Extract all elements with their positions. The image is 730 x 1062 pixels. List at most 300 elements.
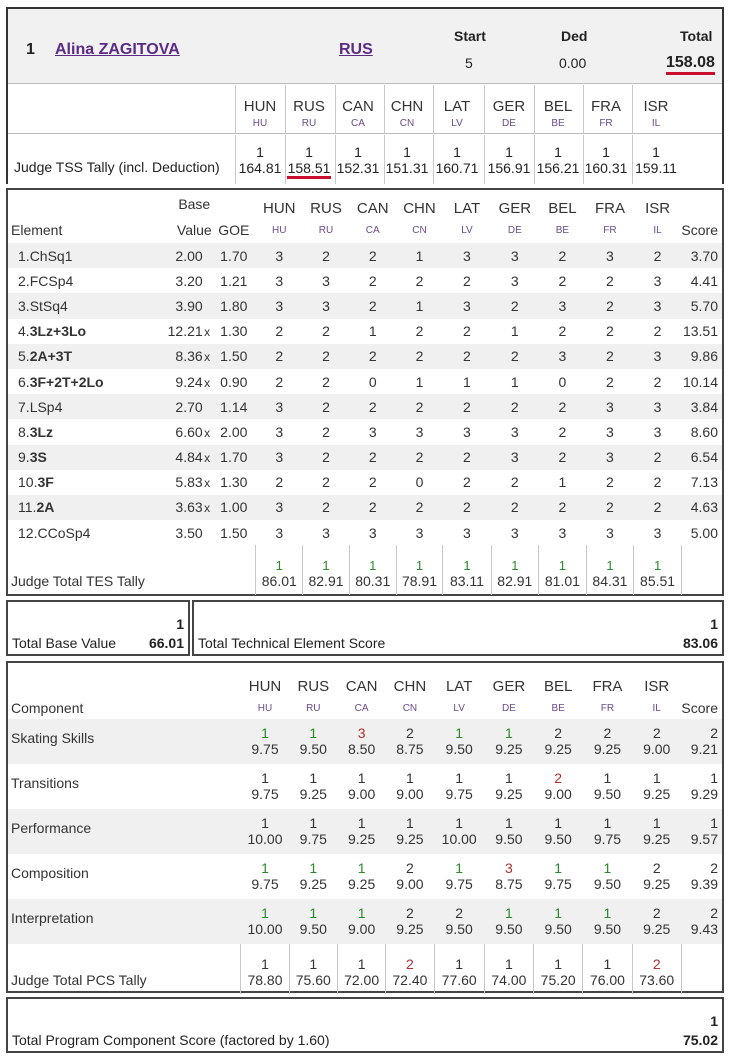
goe-value: 1.70 bbox=[220, 449, 248, 466]
judge-goe-mark: 2 bbox=[510, 499, 519, 516]
judge-goe-mark: 3 bbox=[510, 247, 519, 264]
tes-tally-value: 86.01 bbox=[261, 573, 297, 590]
component-judge-value: 9.75 bbox=[251, 876, 279, 892]
pcs-tally-cell bbox=[241, 944, 289, 994]
pcs-total-box bbox=[6, 997, 724, 1053]
judge-goe-mark: 2 bbox=[322, 373, 330, 390]
component-judge-value: 9.25 bbox=[643, 831, 671, 847]
component-judge-cell bbox=[434, 719, 484, 764]
pcs-rank: 1 bbox=[710, 1013, 718, 1029]
component-judge-value: 10.00 bbox=[441, 831, 477, 847]
element-code-link[interactable]: 2A bbox=[36, 499, 55, 516]
judge-goe-mark: 2 bbox=[415, 499, 424, 516]
component-judge-value: 9.00 bbox=[396, 786, 424, 802]
pcs-tally-cell bbox=[583, 944, 632, 994]
component-judge-rank: 2 bbox=[406, 725, 414, 741]
judge-goe-mark: 2 bbox=[510, 474, 519, 491]
component-judge-rank: 1 bbox=[505, 770, 513, 786]
goe-value: 1.50 bbox=[220, 524, 248, 541]
base-value: 3.20 bbox=[175, 272, 203, 289]
component-judge-cell bbox=[583, 899, 632, 944]
judge-country-flag-code: CA bbox=[365, 224, 380, 236]
judge-country-code: ISR bbox=[645, 200, 671, 217]
tss-judge-value: 158.51 bbox=[287, 160, 331, 179]
element-row bbox=[8, 394, 722, 419]
component-judge-value: 10.00 bbox=[247, 921, 283, 937]
judge-goe-mark: 3 bbox=[510, 272, 519, 289]
judge-goe-mark: 2 bbox=[463, 449, 471, 466]
judge-goe-mark: 2 bbox=[368, 272, 377, 289]
judge-goe-mark: 2 bbox=[322, 499, 330, 516]
judge-goe-mark: 2 bbox=[275, 323, 284, 340]
component-judge-cell bbox=[289, 764, 337, 809]
judge-goe-mark: 3 bbox=[275, 524, 284, 541]
pcs-tally-cell bbox=[534, 944, 583, 994]
base-value: 9.24 bbox=[175, 373, 203, 390]
judge-goe-mark: 3 bbox=[415, 423, 424, 440]
component-judge-rank: 1 bbox=[652, 815, 661, 831]
element-col-header-spacer bbox=[8, 190, 147, 217]
component-judge-cell bbox=[534, 809, 583, 854]
component-score-cell bbox=[681, 899, 722, 944]
judge-goe-mark: 2 bbox=[368, 499, 377, 516]
start-label: Start bbox=[454, 28, 486, 44]
judge-country-flag-code: BE bbox=[555, 224, 570, 236]
component-judge-rank: 1 bbox=[455, 770, 464, 786]
base-value-cell bbox=[147, 520, 212, 545]
judge-country-code: GER bbox=[498, 200, 532, 217]
judge-goe-mark: 2 bbox=[322, 474, 330, 491]
judge-goe-mark: 2 bbox=[415, 272, 424, 289]
column-divider bbox=[484, 85, 485, 133]
late-bonus-mark: x bbox=[204, 476, 211, 491]
judge-goe-mark: 2 bbox=[322, 247, 330, 264]
judge-goe-mark: 3 bbox=[463, 297, 471, 314]
judge-country-flag-code: CA bbox=[354, 702, 369, 714]
element-score: 10.14 bbox=[682, 373, 718, 390]
element-code-link[interactable]: LSp4 bbox=[29, 398, 63, 415]
component-judge-rank: 2 bbox=[406, 860, 414, 876]
judge-goe-mark: 3 bbox=[606, 524, 614, 541]
tes-tally-rank: 1 bbox=[511, 558, 519, 574]
pcs-tally-rank: 1 bbox=[309, 956, 318, 972]
judge-goe-mark: 2 bbox=[463, 499, 471, 516]
component-judge-rank: 3 bbox=[357, 725, 366, 741]
score-header-spacer bbox=[681, 663, 722, 697]
judge-goe-mark: 3 bbox=[510, 524, 519, 541]
judge-goe-mark: 3 bbox=[275, 398, 284, 415]
judge-country-code: LAT bbox=[443, 98, 471, 115]
component-score-cell bbox=[681, 809, 722, 854]
base-value-cell bbox=[147, 495, 212, 520]
component-score: 9.43 bbox=[690, 921, 718, 937]
element-name-cell bbox=[8, 344, 147, 369]
judge-goe-mark: 2 bbox=[606, 323, 614, 340]
component-judge-rank: 1 bbox=[406, 770, 414, 786]
judge-country-flag-code: FR bbox=[600, 702, 615, 714]
tss-label: Judge TSS Tally (incl. Deduction) bbox=[14, 159, 220, 175]
element-code-link[interactable]: 3F+2T+2Lo bbox=[29, 373, 104, 390]
judge-goe-mark: 1 bbox=[510, 373, 519, 390]
tes-tally-cell bbox=[491, 545, 539, 595]
judge-goe-mark: 2 bbox=[463, 474, 471, 491]
base-value-cell bbox=[147, 419, 212, 444]
component-judge-cell bbox=[484, 899, 533, 944]
tss-judge-rank: 1 bbox=[453, 144, 461, 160]
pcs-tally-value: 75.20 bbox=[540, 972, 576, 988]
judge-country-flag-code: FR bbox=[599, 118, 613, 129]
element-code-link[interactable]: ChSq1 bbox=[29, 247, 73, 264]
component-judge-rank: 2 bbox=[652, 905, 661, 921]
judge-goe-mark: 2 bbox=[463, 323, 471, 340]
judge-goe-mark: 2 bbox=[653, 247, 662, 264]
component-judge-cell bbox=[241, 854, 289, 899]
score-col-header: Score bbox=[681, 222, 718, 238]
judge-country-code: FRA bbox=[594, 200, 625, 217]
element-name-cell bbox=[8, 394, 147, 419]
goe-value: 1.80 bbox=[220, 297, 248, 314]
judge-goe-mark: 2 bbox=[368, 348, 377, 365]
goe-value: 1.30 bbox=[220, 323, 248, 340]
component-judge-value: 9.25 bbox=[347, 831, 376, 847]
goe-value: 1.00 bbox=[220, 499, 248, 516]
score-header-spacer bbox=[681, 190, 722, 217]
late-bonus-mark: x bbox=[204, 375, 211, 390]
component-score-cell bbox=[681, 719, 722, 764]
judge-goe-mark: 2 bbox=[463, 272, 471, 289]
judge-goe-mark: 3 bbox=[275, 499, 284, 516]
judge-goe-mark: 2 bbox=[558, 247, 567, 264]
component-score-rank: 1 bbox=[710, 770, 718, 786]
tes-tally-value: 78.91 bbox=[401, 573, 437, 590]
tes-tally-row bbox=[8, 545, 722, 595]
tss-judge-rank: 1 bbox=[652, 144, 660, 160]
base-value: 12.21 bbox=[167, 323, 203, 340]
element-name-cell bbox=[8, 319, 147, 344]
component-judge-rank: 1 bbox=[455, 860, 464, 876]
element-number: 3. bbox=[18, 297, 30, 314]
element-code-link[interactable]: FCSp4 bbox=[29, 272, 74, 289]
component-judge-value: 9.50 bbox=[445, 741, 473, 757]
element-score: 7.13 bbox=[690, 474, 718, 491]
component-row bbox=[8, 719, 722, 764]
component-judge-value: 9.75 bbox=[445, 876, 473, 892]
judge-goe-mark: 3 bbox=[463, 423, 471, 440]
component-judge-value: 8.50 bbox=[347, 741, 376, 757]
element-score: 13.51 bbox=[682, 323, 718, 340]
component-judge-rank: 1 bbox=[505, 725, 513, 741]
element-code-link[interactable]: 3Lz bbox=[29, 423, 54, 440]
skater-summary-box bbox=[6, 7, 724, 184]
judge-goe-mark: 2 bbox=[558, 499, 567, 516]
goe-value: 1.50 bbox=[220, 348, 248, 365]
component-judge-value: 9.00 bbox=[347, 921, 376, 937]
nation-link[interactable]: RUS bbox=[339, 41, 373, 58]
component-judge-cell bbox=[241, 764, 289, 809]
element-score: 4.63 bbox=[690, 499, 718, 516]
judge-goe-mark: 3 bbox=[653, 297, 662, 314]
tss-judge-rank: 1 bbox=[305, 144, 313, 160]
component-row bbox=[8, 899, 722, 944]
judge-goe-mark: 2 bbox=[558, 398, 567, 415]
pcs-tally-cell bbox=[632, 944, 681, 994]
element-name-cell bbox=[8, 445, 147, 470]
judge-goe-mark: 3 bbox=[368, 423, 377, 440]
component-judge-rank: 1 bbox=[309, 725, 318, 741]
judge-goe-mark: 3 bbox=[558, 524, 567, 541]
component-judge-value: 9.50 bbox=[593, 876, 622, 892]
component-judge-rank: 1 bbox=[603, 815, 612, 831]
component-judge-rank: 1 bbox=[505, 815, 513, 831]
judge-goe-mark: 1 bbox=[368, 323, 377, 340]
judge-goe-mark: 1 bbox=[415, 297, 424, 314]
base-value-cell bbox=[147, 470, 212, 495]
judge-country-code: CHN bbox=[393, 677, 427, 695]
judge-goe-mark: 3 bbox=[322, 524, 330, 541]
judge-goe-mark: 2 bbox=[606, 348, 614, 365]
tss-judge-value: 152.31 bbox=[336, 160, 380, 176]
tss-judge-rank: 1 bbox=[554, 144, 562, 160]
tss-judge-value: 160.71 bbox=[435, 160, 479, 176]
tss-judge-value: 156.91 bbox=[487, 160, 531, 176]
component-judge-rank: 2 bbox=[652, 860, 661, 876]
skater-header-row bbox=[8, 9, 722, 84]
base-value: 3.90 bbox=[175, 297, 203, 314]
goe-value: 1.30 bbox=[220, 474, 248, 491]
judge-goe-mark: 3 bbox=[275, 297, 284, 314]
judge-country-code: FRA bbox=[592, 677, 623, 695]
component-judge-value: 9.50 bbox=[544, 921, 572, 937]
judge-goe-mark: 2 bbox=[606, 272, 614, 289]
element-code-link[interactable]: CCoSp4 bbox=[37, 524, 91, 541]
pcs-tally-rank: 1 bbox=[455, 956, 464, 972]
tss-judge-rank: 1 bbox=[602, 144, 610, 160]
element-number: 9. bbox=[18, 449, 30, 466]
judge-goe-mark: 3 bbox=[368, 524, 377, 541]
judge-goe-mark: 2 bbox=[653, 323, 662, 340]
component-judge-cell bbox=[434, 854, 484, 899]
component-judge-value: 8.75 bbox=[396, 741, 424, 757]
element-code-link[interactable]: 3S bbox=[29, 449, 47, 466]
tes-tally-spacer bbox=[681, 545, 722, 595]
element-score: 8.60 bbox=[690, 423, 718, 440]
tes-tally-value: 81.01 bbox=[544, 573, 580, 590]
component-judge-cell bbox=[386, 899, 434, 944]
element-score: 6.54 bbox=[690, 449, 718, 466]
judge-country-flag-code: DE bbox=[507, 224, 522, 236]
judge-goe-mark: 2 bbox=[322, 348, 330, 365]
goe-value: 1.70 bbox=[220, 247, 248, 264]
components-header-row bbox=[8, 663, 722, 697]
judge-goe-mark: 3 bbox=[606, 449, 614, 466]
component-judge-cell bbox=[632, 854, 681, 899]
base-value: 66.01 bbox=[148, 635, 184, 651]
component-judge-cell bbox=[337, 809, 385, 854]
component-judge-cell bbox=[337, 719, 385, 764]
element-score: 9.86 bbox=[690, 348, 718, 365]
element-row bbox=[8, 445, 722, 470]
judge-country-flag-code: BE bbox=[551, 702, 565, 714]
tss-judge-value: 164.81 bbox=[238, 160, 282, 176]
element-number: 6. bbox=[18, 373, 30, 390]
judge-goe-mark: 3 bbox=[275, 423, 284, 440]
judge-goe-mark: 2 bbox=[606, 373, 614, 390]
base-value: 3.50 bbox=[175, 524, 203, 541]
judge-goe-mark: 0 bbox=[368, 373, 377, 390]
tss-judge-rank: 1 bbox=[354, 144, 362, 160]
base-rank: 1 bbox=[176, 616, 184, 632]
tes-tally-value: 82.91 bbox=[497, 573, 533, 590]
tss-judge-rank: 1 bbox=[256, 144, 264, 160]
component-score-rank: 2 bbox=[710, 725, 718, 741]
judge-country-flag-code: LV bbox=[451, 118, 463, 129]
component-judge-rank: 2 bbox=[652, 725, 661, 741]
element-row bbox=[8, 243, 722, 268]
judge-goe-mark: 2 bbox=[510, 348, 519, 365]
judge-country-flag-code: HU bbox=[252, 118, 268, 129]
tss-judge-value: 151.31 bbox=[385, 160, 429, 176]
component-judge-rank: 1 bbox=[309, 815, 318, 831]
component-judge-value: 9.00 bbox=[396, 876, 424, 892]
judge-country-code: RUS bbox=[310, 200, 342, 217]
component-judge-value: 9.50 bbox=[593, 786, 622, 802]
component-judge-rank: 1 bbox=[406, 815, 414, 831]
judge-country-flag-code: CN bbox=[412, 224, 427, 236]
base-value-cell bbox=[147, 369, 212, 394]
judge-goe-mark: 2 bbox=[368, 474, 377, 491]
total-label: Total bbox=[680, 28, 713, 44]
tes-tally-cell bbox=[443, 545, 491, 595]
tes-tally-value: 84.31 bbox=[592, 573, 628, 590]
judge-goe-mark: 2 bbox=[606, 499, 614, 516]
component-judge-value: 9.00 bbox=[544, 786, 572, 802]
judge-country-code: LAT bbox=[445, 677, 473, 695]
judge-goe-mark: 2 bbox=[368, 398, 377, 415]
component-judge-value: 8.75 bbox=[495, 876, 523, 892]
component-judge-cell bbox=[484, 854, 533, 899]
component-header-spacer bbox=[8, 663, 241, 697]
component-judge-cell bbox=[386, 854, 434, 899]
judge-country-code: RUS bbox=[297, 677, 330, 695]
elements-box bbox=[6, 188, 724, 596]
component-judge-cell bbox=[632, 899, 681, 944]
judge-goe-mark: 3 bbox=[653, 398, 662, 415]
element-name-cell bbox=[8, 419, 147, 444]
judge-country-code: HUN bbox=[243, 98, 277, 115]
component-name: Composition bbox=[11, 864, 89, 881]
judge-goe-mark: 1 bbox=[415, 373, 424, 390]
element-name-cell bbox=[8, 495, 147, 520]
tes-tally-value: 85.51 bbox=[640, 573, 676, 590]
judge-country-flag-code: CN bbox=[399, 118, 415, 129]
component-judge-rank: 2 bbox=[455, 905, 464, 921]
judge-goe-mark: 2 bbox=[653, 373, 662, 390]
component-judge-cell bbox=[534, 764, 583, 809]
pcs-tally-rank: 1 bbox=[603, 956, 612, 972]
component-judge-cell bbox=[632, 719, 681, 764]
judge-country-code: BEL bbox=[544, 677, 573, 695]
component-judge-rank: 1 bbox=[309, 860, 318, 876]
element-number: 11. bbox=[18, 499, 37, 516]
element-number: 2. bbox=[18, 272, 30, 289]
judge-goe-mark: 2 bbox=[322, 423, 330, 440]
pcs-tally-rank: 1 bbox=[505, 956, 513, 972]
judge-goe-mark: 3 bbox=[510, 423, 519, 440]
ded-value: 0.00 bbox=[559, 55, 587, 71]
pcs-tally-value: 75.60 bbox=[295, 972, 331, 988]
element-number: 12. bbox=[18, 524, 38, 541]
component-judge-value: 9.25 bbox=[495, 741, 523, 757]
element-row bbox=[8, 470, 722, 495]
element-code-link[interactable]: 2A+3T bbox=[29, 348, 73, 365]
component-judge-value: 9.75 bbox=[593, 831, 622, 847]
goe-value: 1.21 bbox=[220, 272, 248, 289]
element-number: 4. bbox=[18, 323, 30, 340]
component-judge-cell bbox=[534, 854, 583, 899]
component-judge-rank: 1 bbox=[261, 725, 269, 741]
judge-goe-mark: 2 bbox=[558, 449, 567, 466]
pcs-tally-cell bbox=[484, 944, 533, 994]
tes-tally-rank: 1 bbox=[463, 558, 471, 574]
judge-goe-mark: 3 bbox=[415, 524, 424, 541]
element-code-link[interactable]: StSq4 bbox=[29, 297, 68, 314]
judge-country-code: CAN bbox=[342, 98, 374, 115]
component-judge-value: 9.25 bbox=[299, 786, 327, 802]
judge-tss-tally-row bbox=[8, 135, 722, 184]
component-judge-value: 9.25 bbox=[299, 876, 327, 892]
component-judge-cell bbox=[289, 854, 337, 899]
tes-tally-rank: 1 bbox=[653, 558, 662, 574]
base-value: 3.63 bbox=[175, 499, 203, 516]
element-code-link[interactable]: 3F bbox=[37, 474, 54, 491]
judge-goe-mark: 0 bbox=[558, 373, 567, 390]
pcs-tally-spacer bbox=[681, 944, 722, 994]
judge-goe-mark: 2 bbox=[558, 272, 567, 289]
judge-goe-mark: 1 bbox=[558, 474, 567, 491]
judge-goe-mark: 3 bbox=[275, 449, 284, 466]
element-code-link[interactable]: 3Lz+3Lo bbox=[29, 323, 87, 340]
component-judge-cell bbox=[434, 809, 484, 854]
component-judge-value: 9.50 bbox=[299, 921, 327, 937]
component-judge-cell bbox=[583, 764, 632, 809]
component-judge-cell bbox=[241, 809, 289, 854]
judge-goe-mark: 2 bbox=[368, 247, 377, 264]
element-name-cell bbox=[8, 268, 147, 293]
elements-header-row bbox=[8, 190, 722, 217]
component-score-rank: 1 bbox=[710, 815, 718, 831]
component-judge-value: 9.75 bbox=[445, 786, 473, 802]
judge-goe-mark: 2 bbox=[558, 323, 567, 340]
goe-value: 1.14 bbox=[220, 398, 248, 415]
pcs-tally-cell bbox=[434, 944, 484, 994]
judge-country-flag-code: IL bbox=[651, 118, 661, 129]
base-col-header: Base bbox=[178, 195, 211, 212]
judge-goe-mark: 2 bbox=[322, 449, 330, 466]
elements-header-row-2 bbox=[8, 217, 722, 243]
component-judge-value: 9.50 bbox=[495, 831, 523, 847]
tes-tally-cell bbox=[303, 545, 350, 595]
component-judge-cell bbox=[386, 764, 434, 809]
judge-goe-mark: 2 bbox=[415, 348, 424, 365]
component-col-header: Component bbox=[11, 700, 84, 716]
pcs-tally-value: 77.60 bbox=[441, 972, 477, 988]
skater-name-link[interactable]: Alina ZAGITOVA bbox=[55, 41, 180, 58]
judge-country-code: BEL bbox=[543, 98, 573, 115]
pcs-tally-rank: 2 bbox=[652, 956, 661, 972]
judge-country-code: CAN bbox=[345, 677, 378, 695]
base-value: 4.84 bbox=[175, 449, 203, 466]
judge-goe-mark: 2 bbox=[368, 449, 377, 466]
